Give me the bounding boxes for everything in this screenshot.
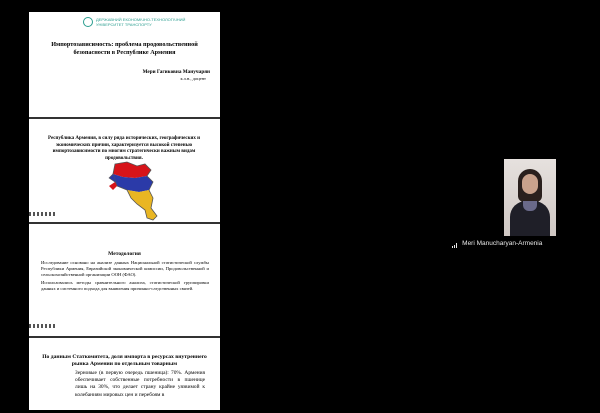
methodology-heading: Методология bbox=[108, 251, 141, 257]
shared-document[interactable] bbox=[29, 12, 220, 410]
doc-degree: к.э.н., доцент bbox=[180, 76, 206, 81]
hatch-mark bbox=[29, 212, 57, 216]
doc-author: Мери Гагиковна Манучарян bbox=[142, 69, 210, 75]
imports-text: Зерновые (в первую очередь пшеница): 70%. Армения обеспечивает собственные потребности в пшенице лишь на 30%, что делает страну крайне уязвимой к колебаниям мировых цен и перебоям в bbox=[75, 370, 205, 398]
logo-line-1: ДЕРЖАВНИЙ ЕКОНОМІЧНО-ТЕХНОЛОГІЧНИЙ bbox=[96, 17, 186, 22]
methodology-text bbox=[41, 260, 209, 294]
hatch-mark bbox=[29, 324, 57, 328]
slide-divider bbox=[29, 336, 220, 338]
university-logo bbox=[83, 17, 186, 31]
participant-face bbox=[522, 174, 538, 194]
slide-divider bbox=[29, 117, 220, 119]
participant-name: Meri Manucharyan-Armenia bbox=[462, 240, 543, 247]
participant-video[interactable] bbox=[504, 159, 556, 236]
intro-text: Республика Армения, в силу ряда исторических, географических и экономических причин, характеризуется высокой степенью импортозависимости по многим стратегически важным видам продовольствия. bbox=[48, 136, 200, 161]
signal-bars-icon bbox=[452, 241, 457, 248]
armenia-flag-map bbox=[79, 160, 189, 222]
logo-line-2: УНІВЕРСИТЕТ ТРАНСПОРТУ bbox=[96, 22, 152, 27]
participant-caption bbox=[452, 240, 542, 248]
methodology-paragraph-1: Исследование основано на анализе данных Национальной статистической службы Республики Армения, Евразийской экономической комиссии, Продовольственной и сельскохозяйственной организации ООН (ФАО). bbox=[41, 260, 209, 277]
methodology-paragraph-2: Использовались методы сравнительного анализа, статистической группировки данных и системного подхода для выявления причинно-следственных связей. bbox=[41, 280, 209, 291]
slide-title bbox=[29, 12, 220, 117]
logo-icon bbox=[83, 17, 93, 27]
slide-divider bbox=[29, 222, 220, 224]
imports-heading: По данным Статкомитета, доля импорта в ресурсах внутреннего рынка Армении по отдельным товарным bbox=[42, 354, 207, 367]
doc-title: Импортозависимость: проблема продовольственной безопасности в Республике Армения bbox=[51, 41, 198, 56]
